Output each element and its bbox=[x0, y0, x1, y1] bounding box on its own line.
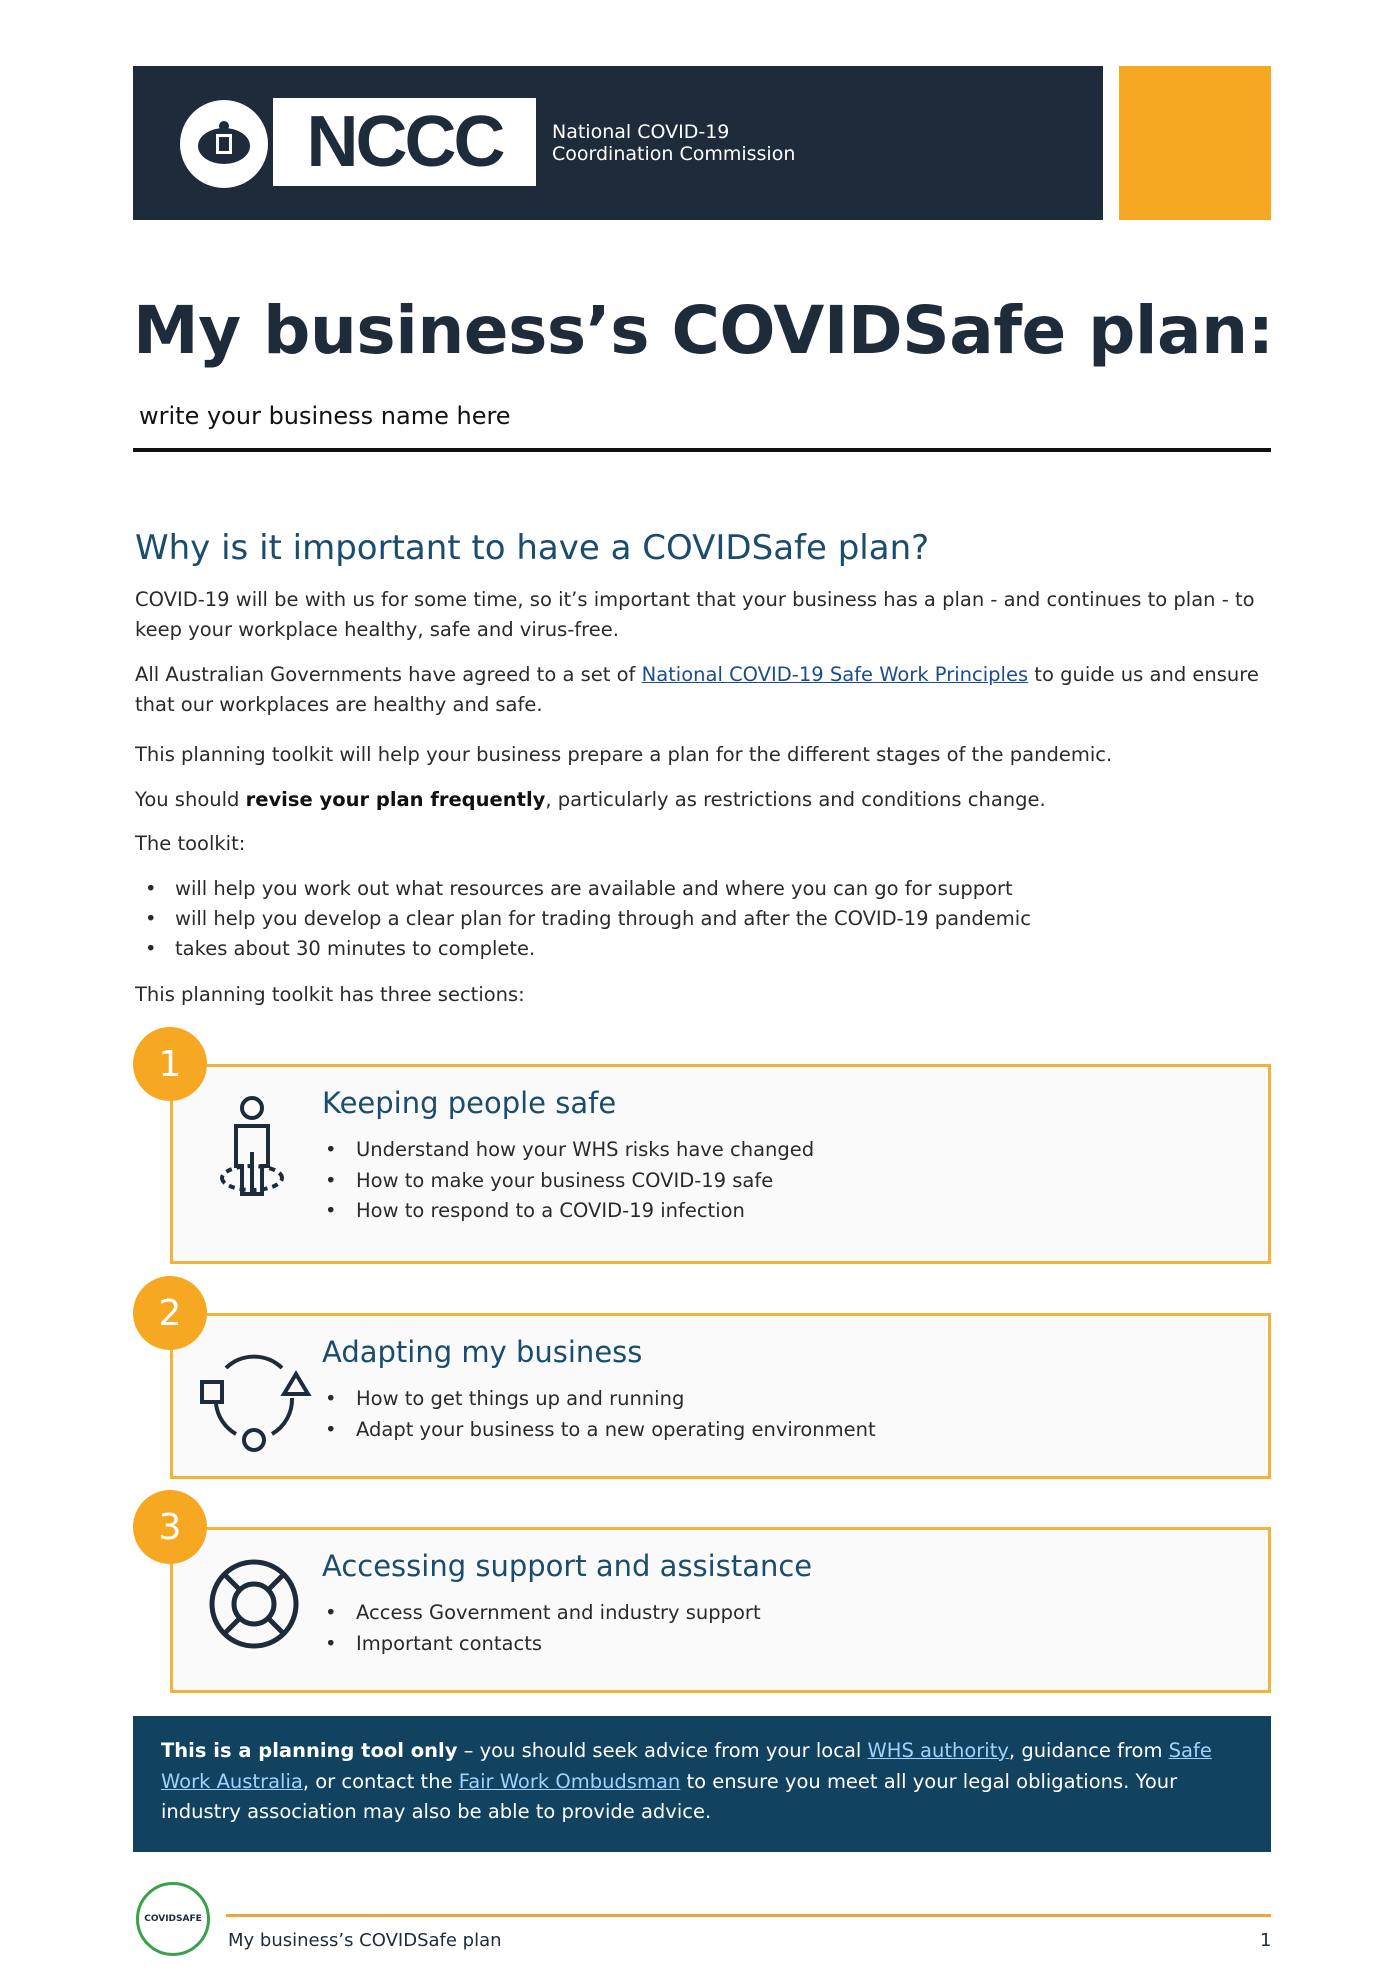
p2-text-before: All Australian Governments have agreed to a set of bbox=[135, 663, 642, 686]
intro-paragraph-4 bbox=[135, 785, 1280, 815]
org-line-1: National COVID-19 bbox=[552, 121, 730, 143]
toolkit-bullet-list bbox=[143, 874, 1031, 964]
section-title-1: Keeping people safe bbox=[322, 1086, 617, 1120]
section-1-list bbox=[323, 1135, 814, 1227]
safe-work-principles-link[interactable]: National COVID-19 Safe Work Principles bbox=[641, 663, 1029, 686]
intro-paragraph-3: This planning toolkit will help your business prepare a plan for the different stages of the pandemic. bbox=[135, 743, 1113, 766]
section-number-2: 2 bbox=[133, 1276, 207, 1350]
list-item: • Important contacts bbox=[323, 1629, 761, 1660]
list-item: • Adapt your business to a new operating environment bbox=[323, 1415, 876, 1446]
fair-work-ombudsman-link[interactable]: Fair Work Ombudsman bbox=[458, 1769, 681, 1793]
whs-authority-link[interactable]: WHS authority bbox=[867, 1739, 1009, 1762]
covidsafe-badge-icon bbox=[136, 1882, 210, 1956]
page-title: My business’s COVIDSafe plan: bbox=[133, 292, 1274, 369]
intro-paragraph-2 bbox=[135, 660, 1280, 720]
disclaimer-box bbox=[133, 1716, 1271, 1852]
list-item: • How to get things up and running bbox=[323, 1384, 876, 1415]
list-item: • takes about 30 minutes to complete. bbox=[143, 934, 1031, 964]
business-name-field[interactable]: write your business name here bbox=[139, 402, 511, 430]
disclaimer-text-3: , or contact the bbox=[302, 1769, 459, 1793]
section-3-list bbox=[323, 1598, 761, 1659]
section-title-2: Adapting my business bbox=[322, 1335, 643, 1369]
nccc-logo bbox=[273, 98, 536, 186]
disclaimer-bold: This is a planning tool only bbox=[161, 1739, 458, 1762]
disclaimer-text-4: to ensure you meet all your legal obligations. Your industry association may also be able to provide advice. bbox=[161, 1769, 1178, 1823]
footer-title: My business’s COVIDSafe plan bbox=[228, 1930, 502, 1951]
section-2-list bbox=[323, 1384, 876, 1445]
footer-rule bbox=[226, 1914, 1271, 1917]
logo-text: NCCC bbox=[306, 102, 503, 182]
list-item: • How to respond to a COVID-19 infection bbox=[323, 1196, 814, 1227]
p4-text-after: , particularly as restrictions and conditions change. bbox=[545, 788, 1046, 811]
disclaimer-text-1: – you should seek advice from your local bbox=[457, 1739, 868, 1762]
cycle-icon bbox=[196, 1340, 312, 1461]
page-number: 1 bbox=[1260, 1930, 1272, 1951]
disclaimer-text bbox=[161, 1736, 1243, 1828]
list-item: • Understand how your WHS risks have changed bbox=[323, 1135, 814, 1166]
title-underline bbox=[133, 448, 1271, 452]
p2-text-after: to guide us and ensure that our workplaces are healthy and safe. bbox=[135, 663, 1259, 716]
p4-text-before: You should bbox=[135, 788, 246, 811]
coat-of-arms-icon bbox=[180, 100, 268, 188]
lifebuoy-icon bbox=[206, 1556, 302, 1657]
list-item: • How to make your business COVID-19 safe bbox=[323, 1166, 814, 1197]
list-item: • will help you work out what resources are available and where you can go for support bbox=[143, 874, 1031, 904]
header-accent-block bbox=[1119, 66, 1271, 220]
section-title-3: Accessing support and assistance bbox=[322, 1549, 813, 1583]
list-item: • Access Government and industry support bbox=[323, 1598, 761, 1629]
disclaimer-text-2: , guidance from bbox=[1008, 1739, 1169, 1762]
section-number-3: 3 bbox=[133, 1490, 207, 1564]
p4-bold-text: revise your plan frequently bbox=[245, 788, 546, 811]
org-line-2: Coordination Commission bbox=[552, 143, 796, 165]
intro-paragraph-5: The toolkit: bbox=[135, 832, 246, 855]
section-heading: Why is it important to have a COVIDSafe plan? bbox=[135, 528, 930, 568]
section-number-1: 1 bbox=[133, 1027, 207, 1101]
list-item: • will help you develop a clear plan for trading through and after the COVID-19 pandemic bbox=[143, 904, 1031, 934]
badge-text: COVIDSAFE bbox=[144, 1914, 202, 1924]
person-icon bbox=[204, 1092, 300, 1207]
safe-work-australia-link[interactable]: Safe Work Australia bbox=[161, 1739, 1212, 1793]
intro-paragraph-1: COVID-19 will be with us for some time, so it’s important that your business has a plan - and continues to plan - to keep your workplace healthy, safe and virus-free. bbox=[135, 588, 1255, 641]
organisation-name bbox=[552, 121, 795, 165]
intro-paragraph-6: This planning toolkit has three sections: bbox=[135, 983, 525, 1006]
